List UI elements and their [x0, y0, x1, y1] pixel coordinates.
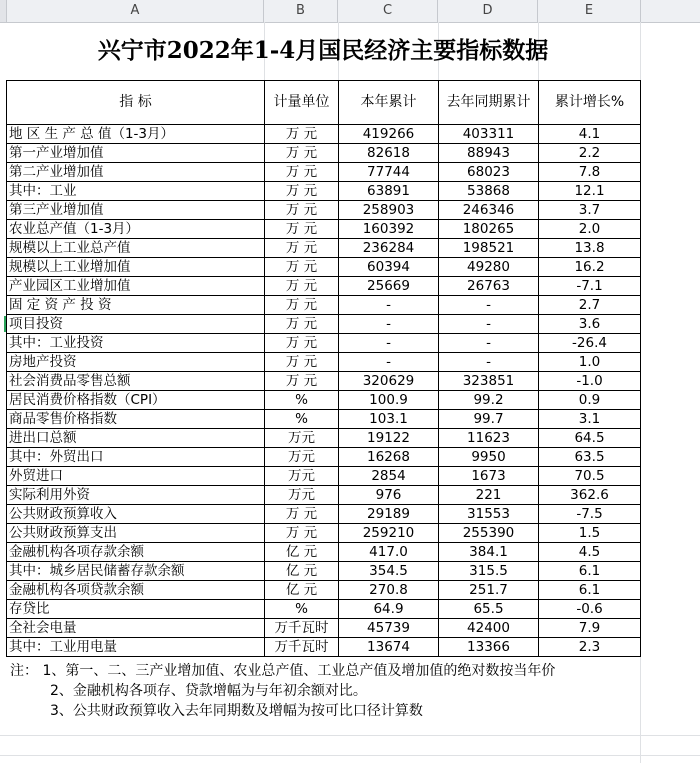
- unit-cell[interactable]: %: [265, 410, 339, 429]
- indicator-name-cell[interactable]: 项目投资: [7, 315, 265, 334]
- footnote-1[interactable]: 注： 1、第一、二、三产业增加值、农业总产值、工业总产值及增加值的绝对数按当年价: [10, 663, 556, 679]
- table-row: [7, 372, 641, 391]
- current-value-cell[interactable]: -: [339, 315, 439, 334]
- growth-cell[interactable]: 2.3: [539, 638, 641, 657]
- previous-value-cell[interactable]: -: [439, 296, 539, 315]
- unit-cell[interactable]: 万 元: [265, 182, 339, 201]
- table-row: [7, 391, 641, 410]
- previous-value-cell[interactable]: 31553: [439, 505, 539, 524]
- indicator-name-cell[interactable]: 金融机构各项贷款余额: [7, 581, 265, 600]
- table-row: [7, 581, 641, 600]
- current-value-cell[interactable]: 258903: [339, 201, 439, 220]
- growth-cell[interactable]: 1.5: [539, 524, 641, 543]
- unit-cell[interactable]: 万 元: [265, 125, 339, 144]
- current-value-cell[interactable]: 77744: [339, 163, 439, 182]
- indicator-name-cell[interactable]: 其中：工业: [7, 182, 265, 201]
- table-row: [7, 163, 641, 182]
- growth-cell[interactable]: 63.5: [539, 448, 641, 467]
- header-indicator[interactable]: 指 标: [7, 81, 265, 125]
- unit-cell[interactable]: 万 元: [265, 277, 339, 296]
- current-value-cell[interactable]: 417.0: [339, 543, 439, 562]
- current-value-cell[interactable]: 25669: [339, 277, 439, 296]
- previous-value-cell[interactable]: 53868: [439, 182, 539, 201]
- previous-value-cell[interactable]: 9950: [439, 448, 539, 467]
- table-row: [7, 182, 641, 201]
- column-header-bar: [0, 0, 700, 23]
- indicator-name-cell[interactable]: 地 区 生 产 总 值（1-3月）: [7, 125, 265, 144]
- unit-cell[interactable]: 万千瓦时: [265, 619, 339, 638]
- table-row: [7, 334, 641, 353]
- current-value-cell[interactable]: 82618: [339, 144, 439, 163]
- table-row: [7, 258, 641, 277]
- current-value-cell[interactable]: 63891: [339, 182, 439, 201]
- growth-cell[interactable]: 2.2: [539, 144, 641, 163]
- table-row: [7, 638, 641, 657]
- footnote-2[interactable]: 2、金融机构各项存、贷款增幅为与年初余额对比。: [50, 683, 367, 699]
- previous-value-cell[interactable]: 26763: [439, 277, 539, 296]
- previous-value-cell[interactable]: 323851: [439, 372, 539, 391]
- growth-cell[interactable]: -26.4: [539, 334, 641, 353]
- current-value-cell[interactable]: -: [339, 334, 439, 353]
- unit-cell[interactable]: 万 元: [265, 201, 339, 220]
- unit-cell[interactable]: 万 元: [265, 239, 339, 258]
- previous-value-cell[interactable]: 255390: [439, 524, 539, 543]
- growth-cell[interactable]: 64.5: [539, 429, 641, 448]
- indicator-name-cell[interactable]: 第三产业增加值: [7, 201, 265, 220]
- previous-value-cell[interactable]: 88943: [439, 144, 539, 163]
- previous-value-cell[interactable]: -: [439, 334, 539, 353]
- previous-value-cell[interactable]: 42400: [439, 619, 539, 638]
- previous-value-cell[interactable]: 180265: [439, 220, 539, 239]
- table-row: [7, 239, 641, 258]
- current-value-cell[interactable]: 13674: [339, 638, 439, 657]
- previous-value-cell[interactable]: 403311: [439, 125, 539, 144]
- indicator-name-cell[interactable]: 其中：工业投资: [7, 334, 265, 353]
- indicator-name-cell[interactable]: 实际利用外资: [7, 486, 265, 505]
- growth-cell[interactable]: 3.7: [539, 201, 641, 220]
- unit-cell[interactable]: 亿 元: [265, 562, 339, 581]
- unit-cell[interactable]: 万 元: [265, 315, 339, 334]
- indicator-table: [6, 80, 641, 657]
- header-current[interactable]: 本年累计: [339, 81, 439, 125]
- growth-cell[interactable]: 6.1: [539, 562, 641, 581]
- unit-cell[interactable]: 万 元: [265, 258, 339, 277]
- growth-cell[interactable]: 2.0: [539, 220, 641, 239]
- indicator-name-cell[interactable]: 外贸进口: [7, 467, 265, 486]
- unit-cell[interactable]: 万 元: [265, 220, 339, 239]
- current-value-cell[interactable]: 236284: [339, 239, 439, 258]
- previous-value-cell[interactable]: 13366: [439, 638, 539, 657]
- previous-value-cell[interactable]: 11623: [439, 429, 539, 448]
- unit-cell[interactable]: 万 元: [265, 505, 339, 524]
- table-row: [7, 220, 641, 239]
- current-value-cell[interactable]: 16268: [339, 448, 439, 467]
- column-header-e[interactable]: E: [538, 0, 641, 22]
- current-value-cell[interactable]: 64.9: [339, 600, 439, 619]
- previous-value-cell[interactable]: 49280: [439, 258, 539, 277]
- table-row: [7, 543, 641, 562]
- growth-cell[interactable]: 3.1: [539, 410, 641, 429]
- unit-cell[interactable]: 万 元: [265, 524, 339, 543]
- indicator-name-cell[interactable]: 固 定 资 产 投 资: [7, 296, 265, 315]
- growth-cell[interactable]: -1.0: [539, 372, 641, 391]
- growth-cell[interactable]: 13.8: [539, 239, 641, 258]
- table-row: [7, 410, 641, 429]
- column-header-a[interactable]: A: [7, 0, 264, 22]
- header-previous[interactable]: 去年同期累计: [439, 81, 539, 125]
- previous-value-cell[interactable]: 384.1: [439, 543, 539, 562]
- indicator-name-cell[interactable]: 进出口总额: [7, 429, 265, 448]
- table-row: [7, 201, 641, 220]
- table-row: [7, 144, 641, 163]
- previous-value-cell[interactable]: 315.5: [439, 562, 539, 581]
- indicator-name-cell[interactable]: 存贷比: [7, 600, 265, 619]
- previous-value-cell[interactable]: 99.2: [439, 391, 539, 410]
- current-value-cell[interactable]: 419266: [339, 125, 439, 144]
- growth-cell[interactable]: -7.5: [539, 505, 641, 524]
- sheet-gridline: [0, 735, 700, 736]
- growth-cell[interactable]: -7.1: [539, 277, 641, 296]
- growth-cell[interactable]: 4.5: [539, 543, 641, 562]
- indicator-name-cell[interactable]: 金融机构各项存款余额: [7, 543, 265, 562]
- growth-cell[interactable]: 1.0: [539, 353, 641, 372]
- current-value-cell[interactable]: 160392: [339, 220, 439, 239]
- current-value-cell[interactable]: -: [339, 296, 439, 315]
- table-row: [7, 448, 641, 467]
- previous-value-cell[interactable]: 246346: [439, 201, 539, 220]
- table-row: [7, 353, 641, 372]
- unit-cell[interactable]: 万千瓦时: [265, 638, 339, 657]
- current-value-cell[interactable]: 29189: [339, 505, 439, 524]
- current-value-cell[interactable]: 45739: [339, 619, 439, 638]
- current-value-cell[interactable]: 976: [339, 486, 439, 505]
- current-value-cell[interactable]: 100.9: [339, 391, 439, 410]
- growth-cell[interactable]: 6.1: [539, 581, 641, 600]
- unit-cell[interactable]: 万元: [265, 429, 339, 448]
- current-value-cell[interactable]: 259210: [339, 524, 439, 543]
- unit-cell[interactable]: 亿 元: [265, 581, 339, 600]
- unit-cell[interactable]: 万 元: [265, 334, 339, 353]
- previous-value-cell[interactable]: 221: [439, 486, 539, 505]
- column-header-c[interactable]: C: [338, 0, 438, 22]
- unit-cell[interactable]: 亿 元: [265, 543, 339, 562]
- previous-value-cell[interactable]: 198521: [439, 239, 539, 258]
- footnote-3[interactable]: 3、公共财政预算收入去年同期数及增幅为按可比口径计算数: [50, 703, 423, 719]
- current-value-cell[interactable]: 2854: [339, 467, 439, 486]
- previous-value-cell[interactable]: 65.5: [439, 600, 539, 619]
- table-header-row: [7, 81, 641, 125]
- table-row: [7, 524, 641, 543]
- current-value-cell[interactable]: -: [339, 353, 439, 372]
- table-row: [7, 600, 641, 619]
- indicator-name-cell[interactable]: 全社会电量: [7, 619, 265, 638]
- current-value-cell[interactable]: 270.8: [339, 581, 439, 600]
- table-row: [7, 619, 641, 638]
- current-value-cell[interactable]: 354.5: [339, 562, 439, 581]
- select-all-corner[interactable]: [0, 0, 7, 22]
- indicator-name-cell[interactable]: 农业总产值（1-3月）: [7, 220, 265, 239]
- current-value-cell[interactable]: 103.1: [339, 410, 439, 429]
- table-row: [7, 562, 641, 581]
- unit-cell[interactable]: 万 元: [265, 353, 339, 372]
- unit-cell[interactable]: %: [265, 600, 339, 619]
- unit-cell[interactable]: %: [265, 391, 339, 410]
- indicator-name-cell[interactable]: 公共财政预算收入: [7, 505, 265, 524]
- previous-value-cell[interactable]: 1673: [439, 467, 539, 486]
- indicator-name-cell[interactable]: 其中：工业用电量: [7, 638, 265, 657]
- table-row: [7, 277, 641, 296]
- growth-cell[interactable]: 12.1: [539, 182, 641, 201]
- table-row: [7, 315, 641, 334]
- page-title: 兴宁市2022年1-4月国民经济主要指标数据: [97, 37, 549, 64]
- sheet-gridline: [0, 755, 700, 756]
- header-unit[interactable]: 计量单位: [265, 81, 339, 125]
- growth-cell[interactable]: -0.6: [539, 600, 641, 619]
- current-value-cell[interactable]: 320629: [339, 372, 439, 391]
- growth-cell[interactable]: 362.6: [539, 486, 641, 505]
- indicator-name-cell[interactable]: 商品零售价格指数: [7, 410, 265, 429]
- table-row: [7, 429, 641, 448]
- indicator-name-cell[interactable]: 社会消费品零售总额: [7, 372, 265, 391]
- growth-cell[interactable]: 0.9: [539, 391, 641, 410]
- indicator-name-cell[interactable]: 其中：外贸出口: [7, 448, 265, 467]
- growth-cell[interactable]: 7.9: [539, 619, 641, 638]
- indicator-name-cell[interactable]: 第二产业增加值: [7, 163, 265, 182]
- column-header-b[interactable]: B: [264, 0, 338, 22]
- unit-cell[interactable]: 万 元: [265, 296, 339, 315]
- growth-cell[interactable]: 4.1: [539, 125, 641, 144]
- table-row: [7, 467, 641, 486]
- previous-value-cell[interactable]: 251.7: [439, 581, 539, 600]
- growth-cell[interactable]: 3.6: [539, 315, 641, 334]
- footnotes: [10, 661, 555, 721]
- indicator-name-cell[interactable]: 其中：城乡居民储蓄存款余额: [7, 562, 265, 581]
- indicator-name-cell[interactable]: 第一产业增加值: [7, 144, 265, 163]
- table-row: [7, 296, 641, 315]
- growth-cell[interactable]: 70.5: [539, 467, 641, 486]
- indicator-name-cell[interactable]: 居民消费价格指数（CPI）: [7, 391, 265, 410]
- indicator-name-cell[interactable]: 公共财政预算支出: [7, 524, 265, 543]
- indicator-name-cell[interactable]: 规模以上工业总产值: [7, 239, 265, 258]
- previous-value-cell[interactable]: 68023: [439, 163, 539, 182]
- unit-cell[interactable]: 万 元: [265, 144, 339, 163]
- header-growth[interactable]: 累计增长%: [539, 81, 641, 125]
- current-value-cell[interactable]: 19122: [339, 429, 439, 448]
- column-header-d[interactable]: D: [438, 0, 538, 22]
- table-row: [7, 125, 641, 144]
- unit-cell[interactable]: 万元: [265, 486, 339, 505]
- growth-cell[interactable]: 2.7: [539, 296, 641, 315]
- indicator-name-cell[interactable]: 房地产投资: [7, 353, 265, 372]
- unit-cell[interactable]: 万元: [265, 448, 339, 467]
- growth-cell[interactable]: 7.8: [539, 163, 641, 182]
- unit-cell[interactable]: 万元: [265, 467, 339, 486]
- previous-value-cell[interactable]: 99.7: [439, 410, 539, 429]
- table-row: [7, 505, 641, 524]
- indicator-name-cell[interactable]: 产业园区工业增加值: [7, 277, 265, 296]
- previous-value-cell[interactable]: -: [439, 353, 539, 372]
- unit-cell[interactable]: 万 元: [265, 372, 339, 391]
- current-value-cell[interactable]: 60394: [339, 258, 439, 277]
- table-row: [7, 486, 641, 505]
- previous-value-cell[interactable]: -: [439, 315, 539, 334]
- unit-cell[interactable]: 万 元: [265, 163, 339, 182]
- indicator-name-cell[interactable]: 规模以上工业增加值: [7, 258, 265, 277]
- growth-cell[interactable]: 16.2: [539, 258, 641, 277]
